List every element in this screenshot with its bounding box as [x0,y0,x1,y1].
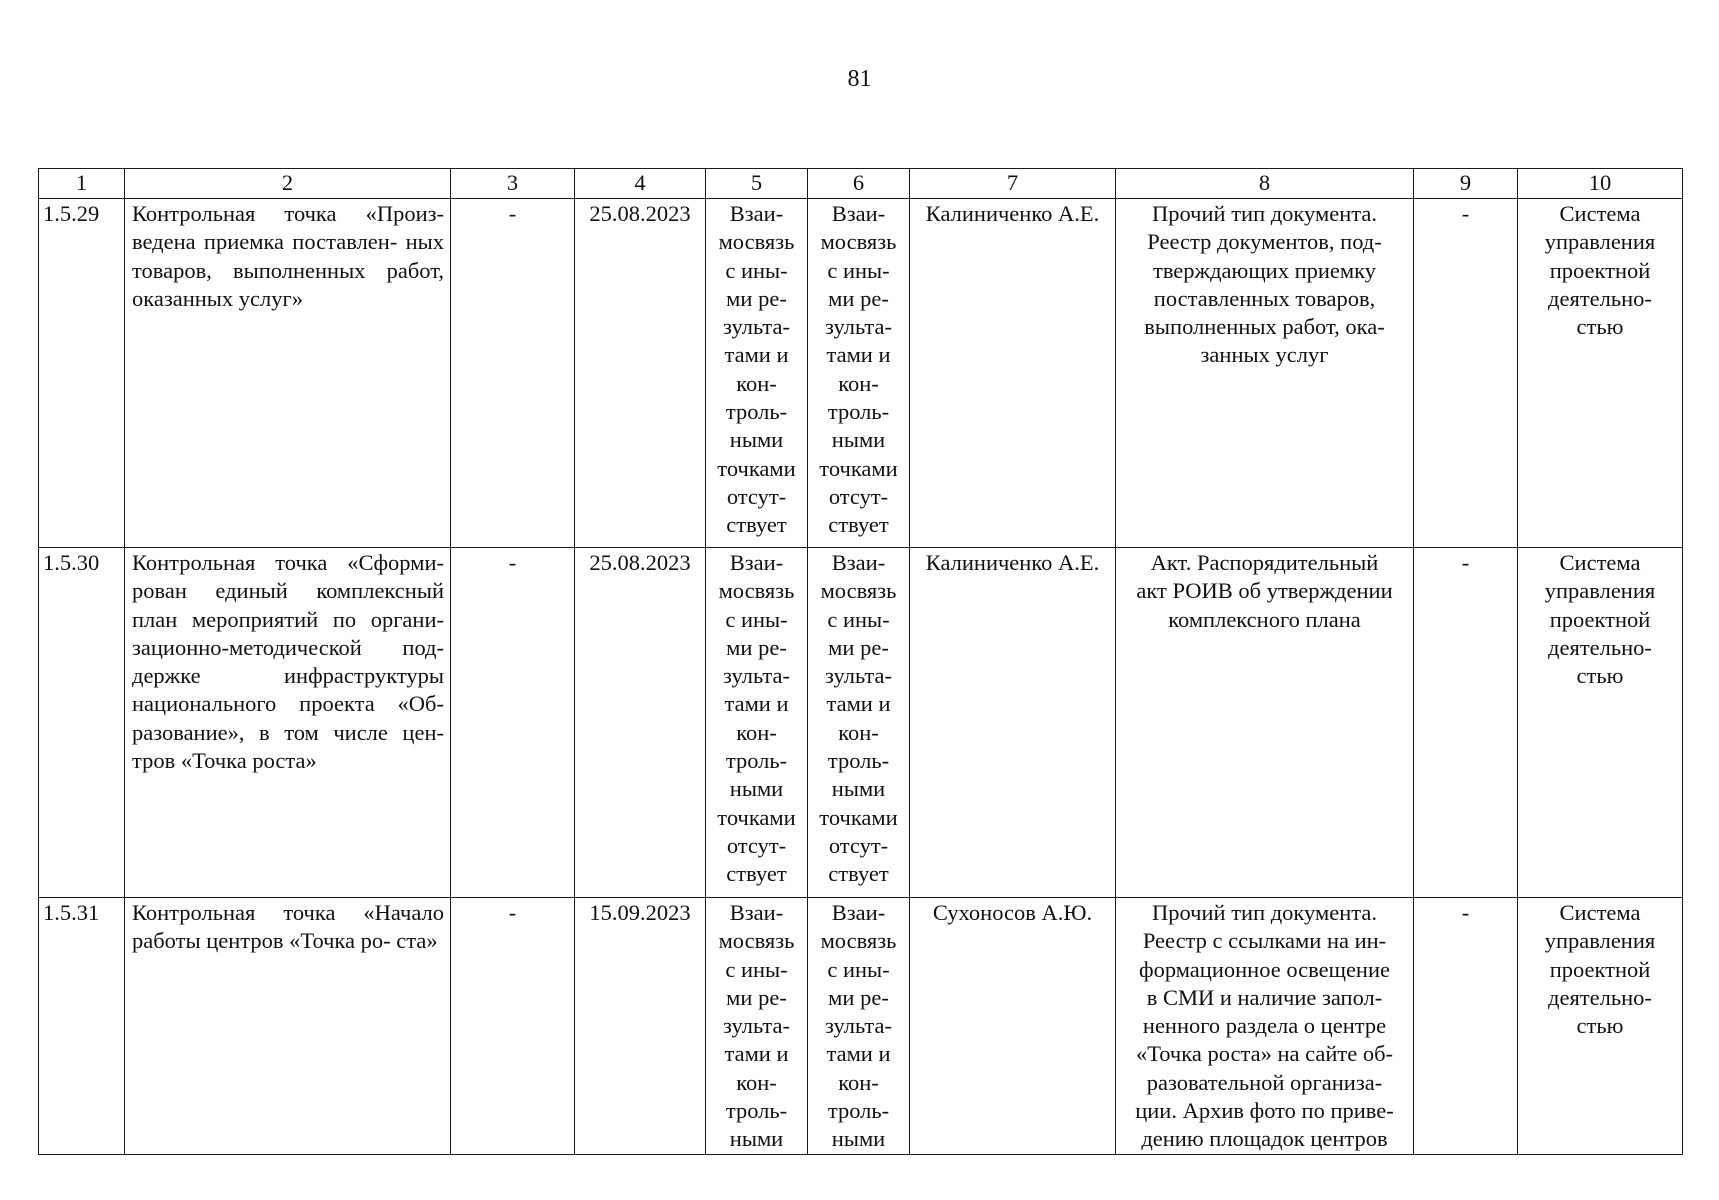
responsible-person: Калиниченко А.Е. [910,199,1116,548]
confirming-document: Прочий тип документа. Реестр с ссылками на ин- формационное освещение в СМИ и наличие запол- ненного раздела о центре «Точка роста» на сайте об- разовательной организа- ции. Архив фото по приве- дению площадок центров [1116,898,1414,1155]
column-number: 1 [39,169,125,199]
column-number: 3 [451,169,575,199]
responsible-person: Сухоносов А.Ю. [910,898,1116,1155]
column-number: 10 [1518,169,1683,199]
relation-successors: Взаи- мосвязь с ины- ми ре- зульта- тами и кон- троль- ными точками отсут- ствует [808,199,910,548]
confirming-document: Акт. Распорядительный акт РОИВ об утверждении комплексного плана [1116,548,1414,898]
column-3-value: - [451,898,575,1155]
milestone-name: Контрольная точка «Сформи- рован единый комплексный план мероприятий по органи- зационно-методической под- держке инфраструктуры национального проекта «Об- разование», в том числе цен- тров «Точка роста» [125,548,451,898]
relation-successors: Взаи- мосвязь с ины- ми ре- зульта- тами и кон- троль- ными [808,898,910,1155]
column-number: 5 [706,169,808,199]
plan-table [38,168,1683,1155]
column-9-value: - [1414,199,1518,548]
table-row [39,898,1683,1155]
column-number: 8 [1116,169,1414,199]
column-9-value: - [1414,548,1518,898]
column-3-value: - [451,548,575,898]
column-number: 4 [575,169,706,199]
milestone-name: Контрольная точка «Произ- ведена приемка поставлен- ных товаров, выполненных работ, оказанных услуг» [125,199,451,548]
confirming-document: Прочий тип документа. Реестр документов, под- тверждающих приемку поставленных товаров, выполненных работ, ока- занных услуг [1116,199,1414,548]
page-number: 81 [847,66,872,92]
row-number: 1.5.30 [39,548,125,898]
relation-predecessors: Взаи- мосвязь с ины- ми ре- зульта- тами и кон- троль- ными точками отсут- ствует [706,199,808,548]
information-system: Система управления проектной деятельно- стью [1518,199,1683,548]
milestone-name: Контрольная точка «Начало работы центров «Точка ро- ста» [125,898,451,1155]
column-number: 6 [808,169,910,199]
information-system: Система управления проектной деятельно- стью [1518,548,1683,898]
table-row [39,548,1683,898]
column-9-value: - [1414,898,1518,1155]
table-row [39,199,1683,548]
column-number-row [39,169,1683,199]
relation-predecessors: Взаи- мосвязь с ины- ми ре- зульта- тами и кон- троль- ными [706,898,808,1155]
row-number: 1.5.29 [39,199,125,548]
column-number: 9 [1414,169,1518,199]
column-number: 2 [125,169,451,199]
column-3-value: - [451,199,575,548]
relation-predecessors: Взаи- мосвязь с ины- ми ре- зульта- тами и кон- троль- ными точками отсут- ствует [706,548,808,898]
due-date: 25.08.2023 [575,548,706,898]
due-date: 25.08.2023 [575,199,706,548]
row-number: 1.5.31 [39,898,125,1155]
information-system: Система управления проектной деятельно- стью [1518,898,1683,1155]
relation-successors: Взаи- мосвязь с ины- ми ре- зульта- тами и кон- троль- ными точками отсут- ствует [808,548,910,898]
due-date: 15.09.2023 [575,898,706,1155]
responsible-person: Калиниченко А.Е. [910,548,1116,898]
column-number: 7 [910,169,1116,199]
